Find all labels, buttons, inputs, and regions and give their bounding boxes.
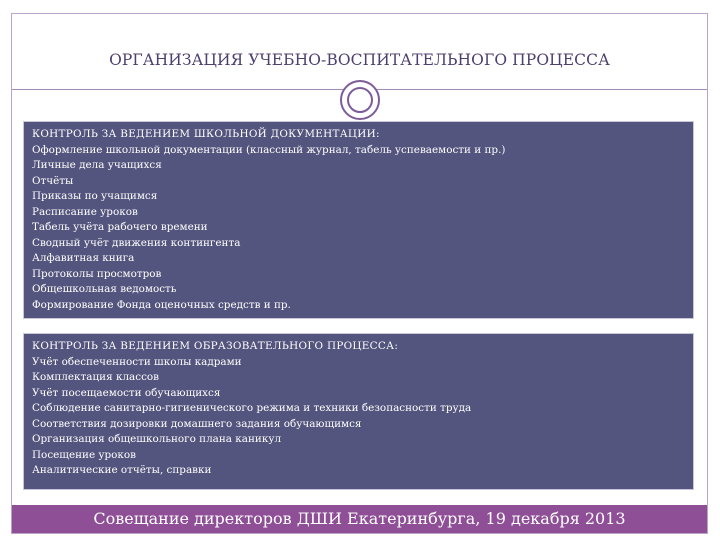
list-item: Аналитические отчёты, справки [32,464,212,476]
list-item: Учёт обеспеченности школы кадрами [32,355,242,368]
list-item: Приказы по учащимся [32,190,158,202]
list-item: Табель учёта рабочего времени [32,221,208,233]
footer-caption: Совещание директоров ДШИ Екатеринбурга, 19 декабря 2013 [12,505,707,533]
documentation-control-panel [23,121,694,319]
circle-ornament-icon [340,80,380,120]
title-band [12,14,707,89]
list-item: Формирование Фонда оценочных средств и пр. [32,298,291,311]
education-process-control-panel [23,333,694,490]
list-item: Алфавитная книга [32,252,135,264]
education-process-control-heading: КОНТРОЛЬ ЗА ВЕДЕНИЕМ ОБРАЗОВАТЕЛЬНОГО ПРОЦЕССА: [32,340,399,352]
list-item: Оформление школьной документации (классный журнал, табель успеваемости и пр.) [32,143,506,156]
list-item: Посещение уроков [32,448,137,461]
slide-title: ОРГАНИЗАЦИЯ УЧЕБНО-ВОСПИТАТЕЛЬНОГО ПРОЦЕССА [109,51,610,69]
list-item: Расписание уроков [32,205,138,218]
list-item: Личные дела учащихся [32,159,162,171]
list-item: Протоколы просмотров [32,267,162,280]
list-item: Соблюдение санитарно-гигиенического режима и техники безопасности труда [32,402,472,414]
list-item: Отчёты [32,174,74,187]
list-item: Общешкольная ведомость [32,283,177,295]
list-item: Сводный учёт движения контингента [32,236,241,249]
list-item: Организация общешкольного плана каникул [32,433,282,445]
list-item: Учёт посещаемости обучающихся [32,386,221,399]
list-item: Соответствия дозировки домашнего задания обучающимся [32,417,362,430]
documentation-control-heading: КОНТРОЛЬ ЗА ВЕДЕНИЕМ ШКОЛЬНОЙ ДОКУМЕНТАЦИИ: [32,128,380,140]
list-item: Комплектация классов [32,371,159,383]
